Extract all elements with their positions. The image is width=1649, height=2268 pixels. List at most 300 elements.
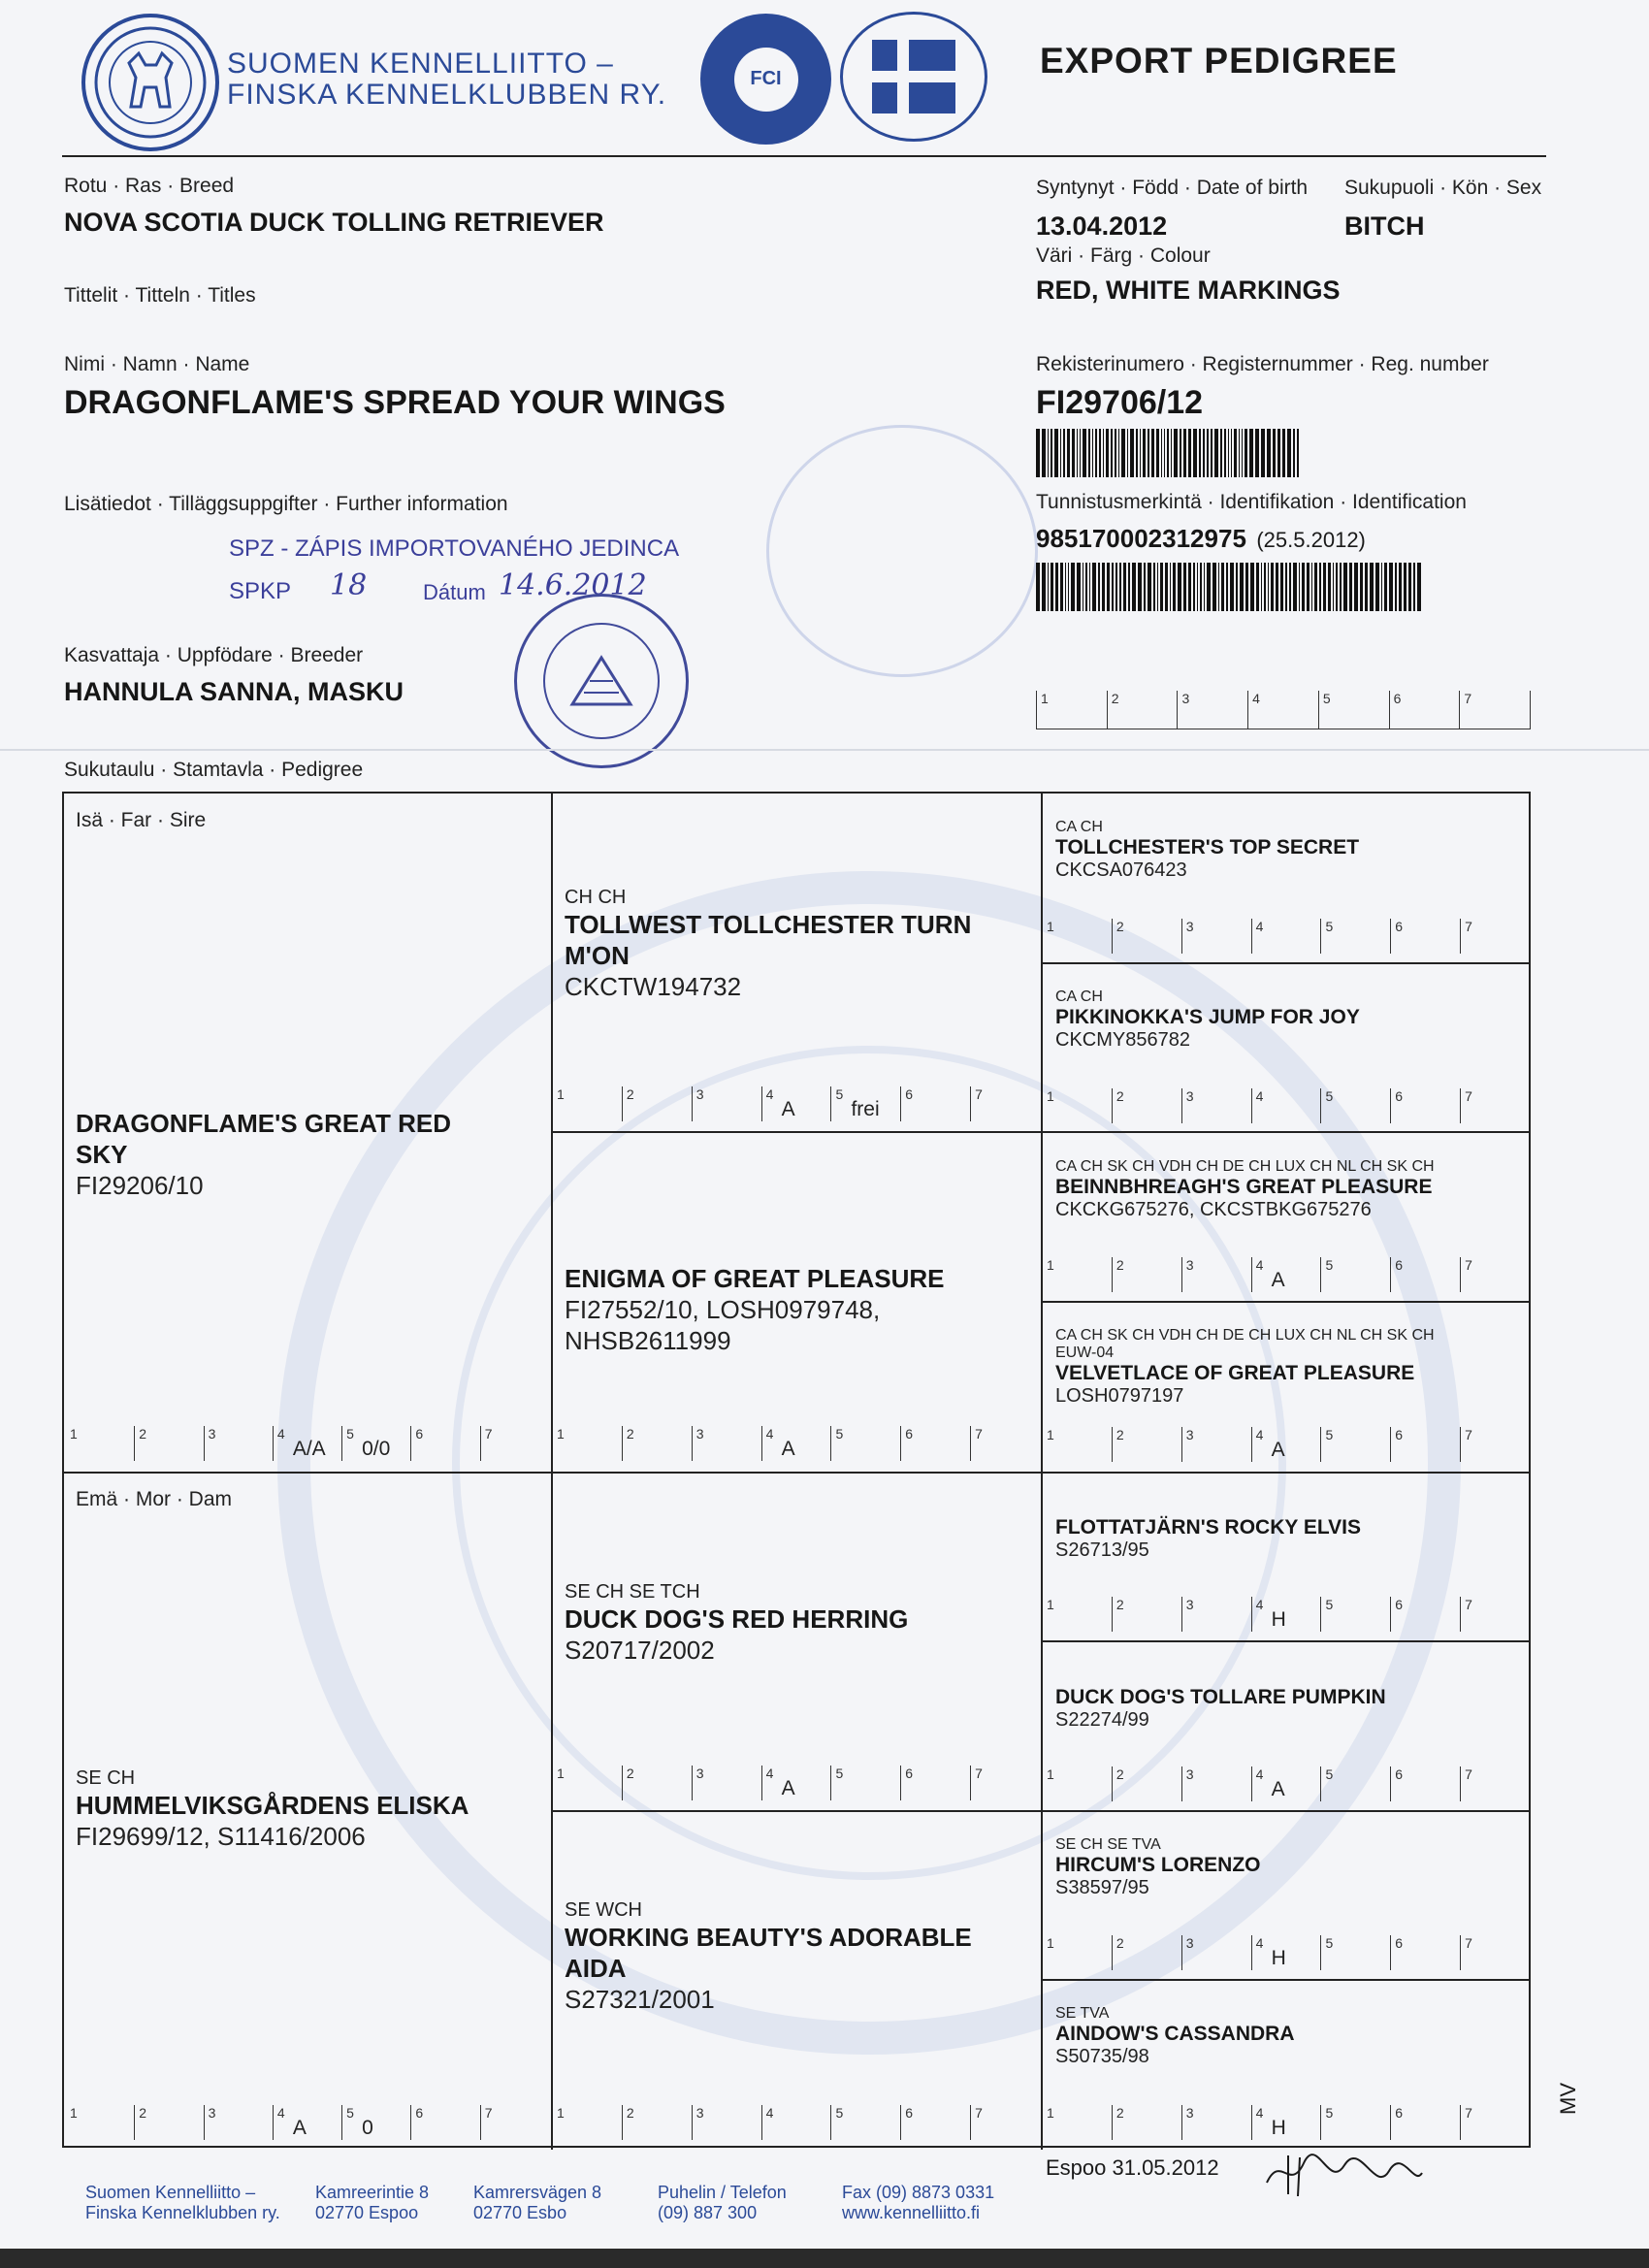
import-stamp-line: SPZ - ZÁPIS IMPORTOVANÉHO JEDINCA [229, 535, 680, 562]
strip-box-number: 7 [1465, 1766, 1472, 1782]
identification-number: 985170002312975 [1036, 524, 1246, 553]
sex-value: BITCH [1344, 211, 1425, 241]
strip-box-number: 1 [1047, 1427, 1054, 1442]
org-name-line1: SUOMEN KENNELLIITTO – [227, 48, 614, 80]
strip-box-value: A [1271, 1269, 1285, 1292]
place-date: Espoo 31.05.2012 [1046, 2155, 1219, 2180]
strip-box-number: 3 [695, 2105, 704, 2121]
dam-title: SE CH [76, 1767, 136, 1789]
strip-box-number: 6 [905, 1086, 914, 1102]
gen3-reg: S38597/95 [1055, 1876, 1149, 1898]
sire-entry [76, 1085, 541, 1220]
strip-box-number: 2 [626, 2105, 634, 2121]
strip-box-5 [830, 1086, 900, 1121]
strip-box-number: 4 [276, 1426, 285, 1442]
gen3-name: PIKKINOKKA'S JUMP FOR JOY [1055, 1005, 1360, 1028]
strip-box-3 [692, 1766, 761, 1800]
strip-box-7 [1460, 1427, 1530, 1462]
gen3-name: BEINNBHREAGH'S GREAT PLEASURE [1055, 1175, 1433, 1198]
gen3-reg: LOSH0797197 [1055, 1385, 1184, 1408]
identification-label: Tunnistusmerkintä · Identifikation · Identification [1036, 491, 1467, 513]
pedigree-label: Sukutaulu · Stamtavla · Pedigree [64, 759, 364, 781]
strip-box-5 [1320, 1427, 1390, 1462]
strip-box-number: 2 [1116, 1766, 1124, 1782]
signature [1261, 2144, 1426, 2207]
nordic-kennel-union-logo [840, 12, 987, 142]
gen3-entry-5 [1055, 1497, 1521, 1599]
strip-box-number: 7 [975, 1426, 983, 1442]
strip-box-3 [692, 1426, 761, 1461]
strip-box-6 [900, 1086, 970, 1121]
reg-number-label: Rekisterinumero · Registernummer · Reg. number [1036, 353, 1489, 375]
strip-box-4 [1251, 1597, 1321, 1632]
strip-box-3 [1181, 1766, 1251, 1801]
strip-box-number: 1 [1047, 1935, 1054, 1952]
gen2-name: TOLLWEST TOLLCHESTER TURN M'ON [565, 910, 972, 970]
health-strip-main [1036, 691, 1531, 729]
strip-box-5 [1318, 691, 1389, 729]
strip-box-7 [970, 1426, 1040, 1461]
strip-box-7 [1460, 1766, 1530, 1801]
breeder-label: Kasvattaja · Uppfödare · Breeder [64, 644, 364, 666]
strip-box-number: 5 [1325, 918, 1334, 934]
strip-box-number: 4 [1255, 1087, 1264, 1104]
gen3-name: TOLLCHESTER'S TOP SECRET [1055, 836, 1360, 859]
strip-box-1 [1043, 1935, 1112, 1970]
strip-box-5 [1320, 1597, 1390, 1632]
strip-box-number: 1 [557, 1086, 565, 1102]
gen2-name: ENIGMA OF GREAT PLEASURE [565, 1264, 945, 1293]
strip-box-3 [1181, 1597, 1251, 1632]
strip-box-4 [1251, 919, 1321, 954]
strip-box-number: 3 [208, 1426, 216, 1442]
strip-box-number: 4 [1255, 2105, 1264, 2121]
strip-box-4 [273, 1426, 341, 1461]
strip-box-7 [970, 1766, 1040, 1800]
gen2-entry-3 [565, 1581, 1030, 1698]
dog-emblem-icon [92, 24, 209, 141]
strip-box-number: 4 [765, 1086, 774, 1102]
strip-box-2 [1112, 1257, 1181, 1292]
strip-box-2 [622, 1426, 692, 1461]
strip-box-5 [1320, 2105, 1390, 2140]
gen2-entry-2 [565, 1240, 1030, 1405]
reg-number-value: FI29706/12 [1036, 384, 1204, 421]
strip-box-number: 7 [1465, 1427, 1472, 1442]
strip-box-number: 4 [765, 1426, 774, 1442]
strip-box-value: 0 [362, 2117, 373, 2139]
gen3-entry-2 [1055, 988, 1521, 1090]
strip-box-4 [761, 1086, 831, 1121]
strip-box-number: 5 [1325, 1257, 1334, 1274]
gen3-reg: S22274/99 [1055, 1708, 1149, 1731]
strip-box-2 [1112, 2105, 1181, 2140]
gen3-name: VELVETLACE OF GREAT PLEASURE [1055, 1362, 1415, 1385]
strip-box-7 [1460, 1597, 1530, 1632]
strip-box-value: frei [851, 1098, 880, 1120]
strip-box-number: 5 [1325, 1427, 1334, 1442]
strip-box-number: 6 [905, 1766, 914, 1781]
gen2-title: CH CH [565, 887, 627, 908]
strip-box-number: 3 [1185, 1596, 1194, 1612]
strip-box-2 [1112, 1427, 1181, 1462]
gen2-entry-4 [565, 1899, 1030, 2055]
strip-box-number: 3 [1185, 2105, 1194, 2121]
strip-box-number: 4 [1255, 1427, 1264, 1442]
gen3-strip-2 [1043, 1088, 1530, 1123]
strip-box-number: 4 [1255, 1257, 1264, 1274]
further-info-label: Lisätiedot · Tilläggsuppgifter · Further information [64, 493, 508, 515]
strip-box-number: 4 [1255, 918, 1264, 934]
dam-name: HUMMELVIKSGÅRDENS ELISKA [76, 1791, 469, 1820]
strip-box-number: 7 [484, 1426, 493, 1442]
strip-box-number: 1 [1047, 918, 1054, 934]
strip-box-number: 7 [484, 2105, 493, 2121]
footer-address-sv: Kamrersvägen 8 02770 Esbo [473, 2183, 602, 2222]
gen2-strip-4 [553, 2105, 1040, 2140]
strip-box-7 [1460, 2105, 1530, 2140]
strip-box-7 [1460, 1935, 1530, 1970]
gen3-title: CA CH [1055, 819, 1103, 835]
breeder-value: HANNULA SANNA, MASKU [64, 677, 404, 706]
strip-box-3 [692, 2105, 761, 2140]
gen3-strip-8 [1043, 2105, 1530, 2140]
strip-box-value: H [1271, 1607, 1286, 1631]
kennel-club-logo [81, 14, 219, 151]
stamp-emblem-icon [566, 652, 636, 710]
strip-box-1 [553, 1086, 622, 1121]
strip-box-number: 7 [1465, 1596, 1472, 1612]
strip-box-6 [900, 1426, 970, 1461]
dob-value: 13.04.2012 [1036, 211, 1168, 241]
gen3-reg: S50735/98 [1055, 2046, 1149, 2068]
strip-box-4 [761, 1766, 831, 1800]
gen2-strip-2 [553, 1426, 1040, 1461]
name-label: Nimi · Namn · Name [64, 353, 250, 375]
strip-box-6 [1390, 919, 1460, 954]
strip-box-6 [1390, 1088, 1460, 1123]
strip-box-7 [970, 1086, 1040, 1121]
gen3-reg: CKCSA076423 [1055, 859, 1187, 881]
sire-health-strip [66, 1426, 549, 1461]
strip-box-number: 6 [415, 1426, 424, 1442]
strip-box-number: 1 [1047, 1596, 1054, 1612]
strip-box-number: 2 [626, 1426, 634, 1442]
strip-box-number: 1 [557, 2105, 565, 2121]
nordic-flags-icon [872, 40, 955, 113]
strip-box-number: 4 [1255, 1766, 1264, 1782]
strip-box-3 [1177, 691, 1247, 729]
strip-box-7 [1460, 1088, 1530, 1123]
strip-box-number: 5 [1325, 1766, 1334, 1782]
strip-box-number: 5 [835, 1426, 844, 1442]
strip-box-number: 7 [1465, 1257, 1472, 1274]
strip-box-7 [1459, 691, 1530, 729]
gen2-name: DUCK DOG'S RED HERRING [565, 1604, 909, 1634]
gen3-entry-3 [1055, 1158, 1521, 1260]
gen3-title: SE CH SE TVA [1055, 1835, 1161, 1853]
gen3-entry-8 [1055, 2005, 1521, 2107]
strip-box-number: 4 [276, 2105, 285, 2121]
strip-box-5 [830, 1766, 900, 1800]
gen3-strip-6 [1043, 1766, 1530, 1801]
strip-box-value: A [1271, 1439, 1285, 1461]
identification-barcode [1036, 563, 1492, 611]
fci-text: FCI [750, 68, 782, 89]
gen2-title: SE CH SE TCH [565, 1581, 700, 1603]
strip-box-number: 1 [1041, 691, 1049, 706]
strip-box-3 [1181, 1257, 1251, 1292]
strip-box-4 [1251, 1935, 1321, 1970]
strip-box-number: 5 [835, 1086, 844, 1102]
strip-box-number: 7 [975, 1766, 983, 1781]
gen3-title2: EUW-04 [1055, 1345, 1115, 1362]
stamp-date-value: 14.6.2012 [499, 568, 647, 602]
strip-box-5 [341, 1426, 410, 1461]
gen3-entry-7 [1055, 1836, 1521, 1938]
strip-box-number: 2 [1116, 1257, 1124, 1274]
strip-box-number: 2 [1116, 1087, 1124, 1104]
strip-box-number: 7 [975, 2105, 983, 2121]
gen3-entry-1 [1055, 819, 1521, 921]
strip-box-5 [1320, 1766, 1390, 1801]
strip-box-6 [1389, 691, 1460, 729]
gen3-entry-4 [1055, 1327, 1521, 1429]
strip-box-number: 6 [1395, 1257, 1404, 1274]
strip-box-number: 2 [139, 2105, 147, 2121]
strip-box-4 [1247, 691, 1318, 729]
strip-box-number: 3 [208, 2105, 216, 2121]
gen3-name: AINDOW'S CASSANDRA [1055, 2023, 1295, 2046]
breed-label: Rotu · Ras · Breed [64, 175, 235, 197]
gen2-strip-3 [553, 1766, 1040, 1800]
strip-box-5 [1320, 1257, 1390, 1292]
strip-box-3 [692, 1086, 761, 1121]
strip-box-number: 3 [1185, 1935, 1194, 1952]
strip-box-6 [410, 1426, 479, 1461]
gen2-reg: S20717/2002 [565, 1636, 715, 1665]
gen3-title: CA CH SK CH VDH CH DE CH LUX CH NL CH SK CH [1055, 1327, 1435, 1345]
strip-box-number: 4 [1255, 1935, 1264, 1952]
gen3-name: DUCK DOG'S TOLLARE PUMPKIN [1055, 1685, 1386, 1708]
dob-label: Syntynyt · Född · Date of birth [1036, 177, 1309, 199]
strip-box-number: 1 [70, 1426, 78, 1442]
header-rule [62, 155, 1546, 157]
strip-box-4 [761, 2105, 831, 2140]
strip-box-2 [134, 2105, 203, 2140]
sire-name: DRAGONFLAME'S GREAT RED SKY [76, 1109, 452, 1169]
strip-box-6 [900, 1766, 970, 1800]
strip-box-number: 1 [1047, 1766, 1054, 1782]
strip-box-6 [410, 2105, 479, 2140]
strip-box-3 [1181, 2105, 1251, 2140]
document-title: EXPORT PEDIGREE [1040, 41, 1398, 81]
strip-box-number: 6 [1395, 1935, 1404, 1952]
strip-box-value: A [781, 1777, 795, 1799]
strip-box-number: 3 [1181, 691, 1190, 706]
gen3-strip-1 [1043, 919, 1530, 954]
colour-label: Väri · Färg · Colour [1036, 244, 1211, 267]
strip-box-7 [1460, 919, 1530, 954]
colour-value: RED, WHITE MARKINGS [1036, 275, 1341, 305]
strip-box-3 [1181, 1935, 1251, 1970]
strip-box-2 [1112, 1766, 1181, 1801]
strip-box-value: A/A [292, 1438, 326, 1460]
strip-box-6 [1390, 1427, 1460, 1462]
dam-health-strip [66, 2105, 549, 2140]
strip-box-3 [1181, 1088, 1251, 1123]
strip-box-number: 5 [835, 2105, 844, 2121]
gen3-strip-3 [1043, 1257, 1530, 1292]
strip-box-number: 6 [1395, 1427, 1404, 1442]
strip-box-number: 3 [1185, 1766, 1194, 1782]
strip-box-number: 6 [415, 2105, 424, 2121]
strip-box-1 [1043, 1088, 1112, 1123]
strip-box-1 [553, 2105, 622, 2140]
strip-box-1 [1037, 691, 1107, 729]
strip-box-number: 6 [905, 2105, 914, 2121]
gen2-reg: S27321/2001 [565, 1985, 715, 2014]
strip-box-number: 5 [1325, 1935, 1334, 1952]
gen3-strip-5 [1043, 1597, 1530, 1632]
strip-box-number: 3 [1185, 1427, 1194, 1442]
strip-box-number: 7 [1465, 918, 1472, 934]
slovak-stamp-seal [514, 594, 689, 768]
strip-box-number: 1 [1047, 1087, 1054, 1104]
gen3-title [1055, 1497, 1521, 1516]
strip-box-number: 2 [1116, 2105, 1124, 2121]
strip-box-3 [204, 1426, 273, 1461]
strip-box-number: 3 [1185, 918, 1194, 934]
strip-box-1 [1043, 1257, 1112, 1292]
strip-box-number: 5 [346, 2105, 354, 2121]
gen3-reg: CKCMY856782 [1055, 1028, 1190, 1051]
gen3-strip-4 [1043, 1427, 1530, 1462]
strip-box-value: A [781, 1438, 795, 1460]
strip-box-2 [1112, 1088, 1181, 1123]
strip-box-1 [1043, 1427, 1112, 1462]
strip-box-number: 1 [70, 2105, 78, 2121]
strip-box-7 [480, 1426, 549, 1461]
strip-box-number: 3 [695, 1426, 704, 1442]
footer-contact: Fax (09) 8873 0331 www.kennelliitto.fi [842, 2183, 995, 2222]
strip-box-4 [1251, 1088, 1321, 1123]
strip-box-6 [1390, 2105, 1460, 2140]
strip-box-number: 3 [695, 1766, 704, 1781]
strip-box-1 [66, 2105, 134, 2140]
strip-box-2 [134, 1426, 203, 1461]
strip-box-number: 6 [1393, 691, 1402, 706]
strip-box-5 [1320, 919, 1390, 954]
sire-title [76, 1085, 541, 1108]
strip-box-3 [204, 2105, 273, 2140]
strip-box-number: 2 [139, 1426, 147, 1442]
strip-box-number: 5 [1322, 691, 1331, 706]
strip-box-2 [1107, 691, 1178, 729]
strip-box-number: 4 [765, 2105, 774, 2121]
gen2-reg: CKCTW194732 [565, 972, 742, 1001]
sex-label: Sukupuoli · Kön · Sex [1344, 177, 1542, 199]
strip-box-value: A [292, 2117, 307, 2139]
strip-box-4 [761, 1426, 831, 1461]
strip-box-1 [553, 1766, 622, 1800]
strip-box-number: 2 [1116, 1427, 1124, 1442]
org-name-line2: FINSKA KENNELKLUBBEN RY. [227, 79, 667, 111]
strip-box-4 [1251, 2105, 1321, 2140]
strip-box-6 [1390, 1597, 1460, 1632]
gen3-strip-7 [1043, 1935, 1530, 1970]
strip-box-7 [1460, 1257, 1530, 1292]
strip-box-number: 2 [1116, 1935, 1124, 1952]
fold-line [0, 749, 1649, 751]
strip-box-number: 7 [1464, 691, 1472, 706]
strip-box-number: 1 [1047, 2105, 1054, 2121]
strip-box-value: 0/0 [362, 1438, 391, 1460]
gen3-name: HIRCUM'S LORENZO [1055, 1853, 1261, 1876]
gen3-title: CA CH SK CH VDH CH DE CH LUX CH NL CH SK CH [1055, 1157, 1435, 1175]
strip-box-number: 6 [1395, 2105, 1404, 2121]
strip-box-1 [553, 1426, 622, 1461]
strip-box-number: 4 [765, 1766, 774, 1781]
strip-box-6 [900, 2105, 970, 2140]
strip-box-2 [1112, 1597, 1181, 1632]
gen2-reg: FI27552/10, LOSH0979748, NHSB2611999 [565, 1295, 881, 1355]
fci-logo [700, 14, 831, 145]
footer-website-link[interactable]: www.kennelliitto.fi [842, 2203, 981, 2222]
sire-label: Isä · Far · Sire [76, 809, 207, 831]
strip-box-4 [273, 2105, 341, 2140]
strip-box-number: 7 [1465, 1087, 1472, 1104]
strip-box-2 [1112, 919, 1181, 954]
strip-box-number: 2 [626, 1086, 634, 1102]
strip-box-number: 6 [905, 1426, 914, 1442]
strip-box-1 [1043, 1597, 1112, 1632]
strip-box-number: 1 [557, 1766, 565, 1781]
strip-box-1 [66, 1426, 134, 1461]
sire-reg: FI29206/10 [76, 1171, 204, 1200]
gen2-name: WORKING BEAUTY'S ADORABLE AIDA [565, 1923, 972, 1983]
strip-box-3 [1181, 1427, 1251, 1462]
strip-box-3 [1181, 919, 1251, 954]
gen3-title: SE TVA [1055, 2005, 1110, 2023]
reg-barcode [1036, 429, 1360, 477]
watermark-seal-small [766, 425, 1038, 677]
gen3-reg: S26713/95 [1055, 1539, 1149, 1561]
strip-box-value: A [1271, 1777, 1285, 1800]
pedigree-table [62, 792, 1531, 2148]
strip-box-7 [970, 2105, 1040, 2140]
spkp-value: 18 [330, 568, 368, 602]
strip-box-2 [622, 1086, 692, 1121]
strip-box-number: 6 [1395, 1087, 1404, 1104]
strip-box-value: A [781, 1098, 795, 1120]
strip-box-5 [830, 1426, 900, 1461]
strip-box-number: 5 [835, 1766, 844, 1781]
strip-box-number: 5 [346, 1426, 354, 1442]
strip-box-number: 5 [1325, 1087, 1334, 1104]
strip-box-number: 2 [1111, 691, 1119, 706]
strip-box-number: 3 [1185, 1087, 1194, 1104]
strip-box-5 [830, 2105, 900, 2140]
strip-box-number: 2 [1116, 1596, 1124, 1612]
strip-box-6 [1390, 1766, 1460, 1801]
spkp-label: SPKP [229, 578, 292, 604]
strip-box-6 [1390, 1935, 1460, 1970]
strip-box-value: H [1271, 2117, 1286, 2139]
gen3-name: FLOTTATJÄRN'S ROCKY ELVIS [1055, 1516, 1361, 1539]
dam-label: Emä · Mor · Dam [76, 1488, 233, 1510]
strip-box-4 [1251, 1257, 1321, 1292]
